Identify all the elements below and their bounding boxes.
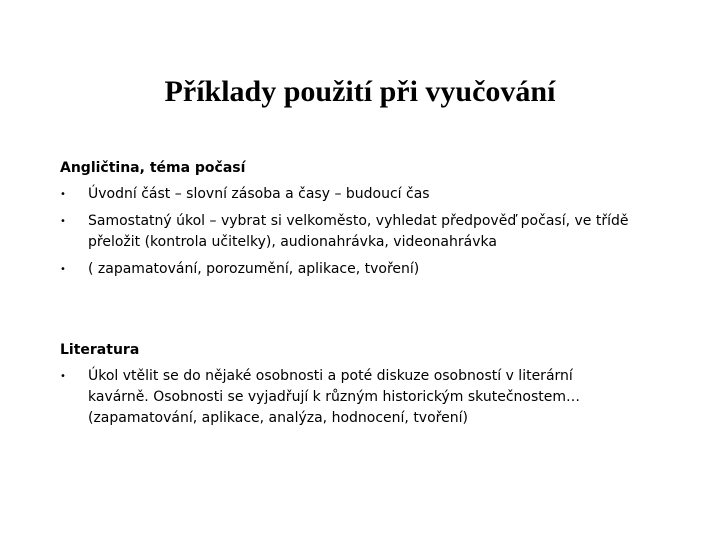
section-heading: Angličtina, téma počasí bbox=[60, 160, 246, 176]
list-item bbox=[60, 211, 660, 253]
section-english-weather bbox=[60, 158, 660, 280]
bullet-icon: • bbox=[60, 189, 66, 200]
bullet-icon: • bbox=[60, 264, 66, 275]
bullet-text: Samostatný úkol – vybrat si velkoměsto, vyhledat předpověď počasí, ve třídě přeložit (kontrola učitelky), audionahrávka, videonahrávka bbox=[88, 213, 629, 250]
bullet-list bbox=[60, 184, 660, 280]
bullet-text: ( zapamatování, porozumění, aplikace, tvoření) bbox=[88, 261, 420, 277]
slide-title: Příklady použití při vyučování bbox=[164, 75, 556, 108]
bullet-text: Úvodní část – slovní zásoba a časy – budoucí čas bbox=[88, 186, 430, 202]
section-literature bbox=[60, 340, 660, 429]
bullet-icon: • bbox=[60, 216, 66, 227]
list-item bbox=[60, 366, 660, 429]
section-heading: Literatura bbox=[60, 342, 140, 358]
bullet-list bbox=[60, 366, 660, 429]
list-item bbox=[60, 259, 660, 280]
bullet-text: Úkol vtělit se do nějaké osobnosti a poté diskuze osobností v literární kavárně. Osobnosti se vyjadřují k různým historickým skutečnostem… (zapamatování, aplikace, analýza, hodnocení, tvoření) bbox=[88, 368, 581, 426]
bullet-icon: • bbox=[60, 371, 66, 382]
list-item bbox=[60, 184, 660, 205]
